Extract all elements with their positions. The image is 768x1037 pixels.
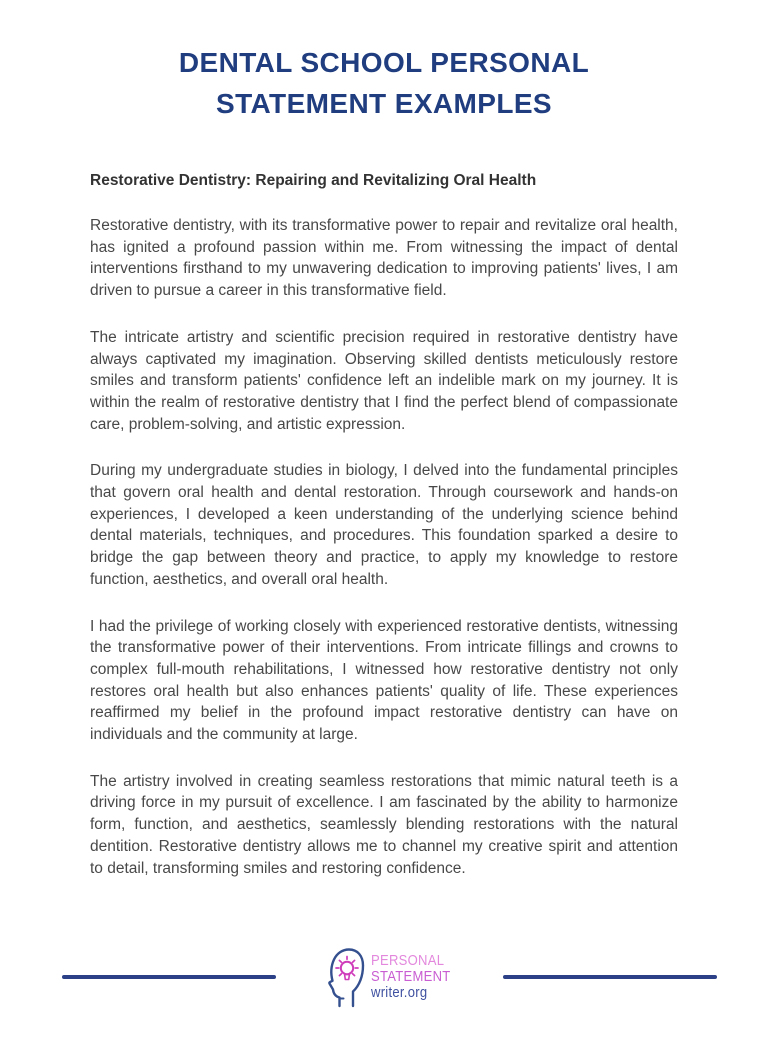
logo-text-personal: PERSONAL xyxy=(370,953,445,969)
logo-wordmark xyxy=(371,953,451,1001)
footer-divider-right xyxy=(503,975,717,979)
essay-paragraph-1: Restorative dentistry, with its transformative power to repair and revitalize oral health, has ignited a profound passion within me. From witnessing the impact of dental interventions firsthand to my unwavering dedication to improving patients' lives, I am driven to pursue a career in this transformative field. xyxy=(90,217,678,300)
logo-text-statement: STATEMENT xyxy=(370,969,451,985)
essay-content xyxy=(90,172,678,904)
page-title xyxy=(0,42,768,124)
essay-paragraph-2: The intricate artistry and scientific precision required in restorative dentistry have always captivated my imagination. Observing skilled dentists meticulously restore smiles and transform patients' confidence left an indelible mark on my journey. It is within the realm of restorative dentistry that I find the perfect blend of compassionate care, problem-solving, and artistic expression. xyxy=(90,328,678,433)
footer-divider-left xyxy=(62,975,276,979)
head-lightbulb-icon xyxy=(326,946,366,1008)
essay-paragraph-4: I had the privilege of working closely with experienced restorative dentists, witnessing the transformative power of their interventions. From intricate fillings and crowns to complex full-mouth rehabilitations, I witnessed how restorative dentistry not only restores oral health but also enhances patients' quality of life. These experiences reaffirmed my belief in the profound impact restorative dentistry can have on individuals and the community at large. xyxy=(90,617,678,744)
brand-logo xyxy=(326,946,459,1008)
page-footer xyxy=(62,945,717,1009)
essay-heading: Restorative Dentistry: Repairing and Revitalizing Oral Health xyxy=(90,172,537,189)
essay-paragraph-5: The artistry involved in creating seamless restorations that mimic natural teeth is a driving force in my pursuit of excellence. I am fascinated by the ability to harmonize form, function, and aesthetics, seamlessly blending restorations with the natural dentition. Restorative dentistry allows me to channel my creative spirit and attention to detail, transforming smiles and restoring confidence. xyxy=(90,772,678,877)
page-title-line-2: STATEMENT EXAMPLES xyxy=(216,88,552,119)
essay-paragraph-3: During my undergraduate studies in biology, I delved into the fundamental principles that govern oral health and dental restoration. Through coursework and hands-on experiences, I developed a keen understanding of the underlying science behind dental materials, techniques, and procedures. This foundation sparked a desire to bridge the gap between theory and practice, to apply my knowledge to restore function, aesthetics, and overall oral health. xyxy=(90,462,678,588)
logo-text-writer-org: writer.org xyxy=(370,985,428,1001)
page-title-line-1: DENTAL SCHOOL PERSONAL xyxy=(178,47,590,78)
